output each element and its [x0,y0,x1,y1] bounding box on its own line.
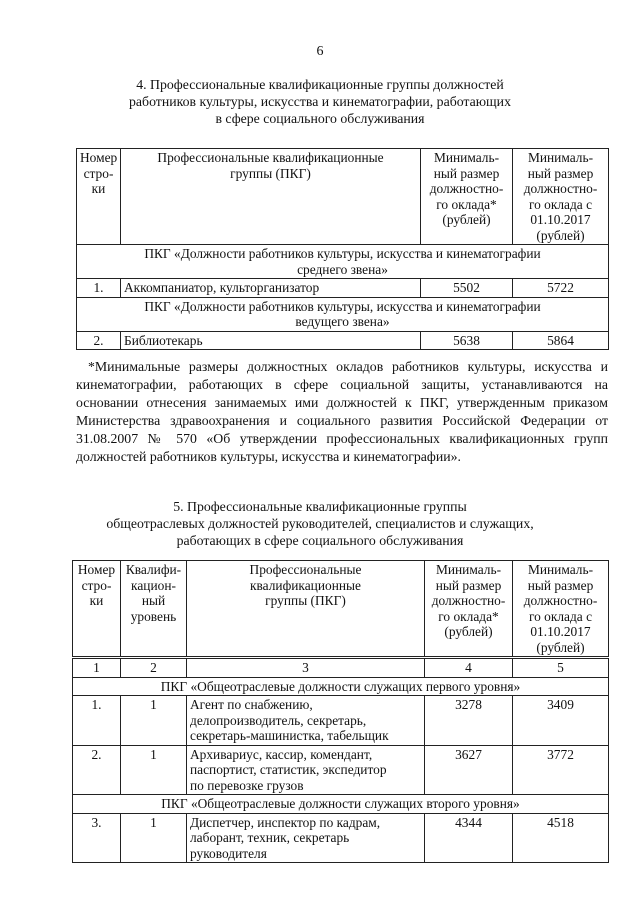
min-salary-2017: 3772 [513,745,609,795]
min-salary-2017: 5864 [513,331,609,350]
row-number: 2. [77,331,121,350]
table-row [73,696,609,746]
section4-table [76,148,609,350]
position-name: Агент по снабжению, делопроизводитель, секретарь, секретарь-машинистка, табельщик [187,696,425,746]
header-min-salary: Минималь- ный размер должностно- го оклада* (рублей) [425,561,513,658]
row-number: 2. [73,745,121,795]
group-title-row [73,795,609,814]
position-name: Архивариус, кассир, комендант, паспортист, статистик, экспедитор по перевозке грузов [187,745,425,795]
min-salary: 4344 [425,813,513,863]
group-title: ПКГ «Должности работников культуры, искусства и кинематографии ведущего звена» [77,297,609,331]
min-salary: 5502 [421,279,513,298]
table-row [73,745,609,795]
page-number: 6 [316,44,324,59]
header-row-number: Номер стро- ки [73,561,121,658]
group-title-row [77,297,609,331]
column-index: 5 [513,658,609,678]
position-name: Библиотекарь [121,331,421,350]
min-salary: 3627 [425,745,513,795]
section4-title [60,76,580,127]
column-index: 4 [425,658,513,678]
column-index: 2 [121,658,187,678]
group-title: ПКГ «Должности работников культуры, искусства и кинематографии среднего звена» [77,245,609,279]
section5-title-line: общеотраслевых должностей руководителей, специалистов и служащих, [106,516,534,531]
table-header-row [73,561,609,658]
section4-title-line: 4. Профессиональные квалификационные группы должностей [136,77,504,92]
min-salary: 5638 [421,331,513,350]
row-number: 3. [73,813,121,863]
table-row [77,331,609,350]
section5-table [72,560,609,863]
section5-title [60,498,580,549]
min-salary-2017: 4518 [513,813,609,863]
table-row [77,279,609,298]
group-title-row [73,677,609,696]
group-title-row [77,245,609,279]
section4-title-line: работников культуры, искусства и кинематографии, работающих [129,94,511,109]
qualification-level: 1 [121,813,187,863]
header-min-salary: Минималь- ный размер должностно- го оклада* (рублей) [421,149,513,245]
table-header-row [77,149,609,245]
group-title: ПКГ «Общеотраслевые должности служащих второго уровня» [73,795,609,814]
header-min-salary-2017: Минималь- ный размер должностно- го оклада с 01.10.2017 (рублей) [513,149,609,245]
footnote [76,358,608,466]
header-qualification-level: Квалифи- кацион- ный уровень [121,561,187,658]
column-index-row [73,658,609,678]
header-min-salary-2017: Минималь- ный размер должностно- го оклада с 01.10.2017 (рублей) [513,561,609,658]
header-row-number: Номер стро- ки [77,149,121,245]
header-pkg: Профессиональные квалификационные группы (ПКГ) [121,149,421,245]
position-name: Аккомпаниатор, культорганизатор [121,279,421,298]
position-name: Диспетчер, инспектор по кадрам, лаборант, техник, секретарь руководителя [187,813,425,863]
min-salary: 3278 [425,696,513,746]
qualification-level: 1 [121,745,187,795]
min-salary-2017: 3409 [513,696,609,746]
column-index: 1 [73,658,121,678]
min-salary-2017: 5722 [513,279,609,298]
qualification-level: 1 [121,696,187,746]
header-pkg: Профессиональные квалификационные группы (ПКГ) [187,561,425,658]
row-number: 1. [73,696,121,746]
group-title: ПКГ «Общеотраслевые должности служащих первого уровня» [73,677,609,696]
section5-title-line: 5. Профессиональные квалификационные группы [173,499,467,514]
section5-title-line: работающих в сфере социального обслуживания [176,533,464,548]
table-row [73,813,609,863]
column-index: 3 [187,658,425,678]
row-number: 1. [77,279,121,298]
footnote-text: *Минимальные размеры должностных окладов работников культуры, искусства и кинематографии, работающих в сфере социальной защиты, устанавливаются на основании отнесения занимаемых ими должностей к ПКГ, утвержденным приказом Министерства здравоохранения и социального развития Российской Федерации от 31.08.2007 № 570 «Об утверждении профессиональных квалификационных групп должностей работников культуры, искусства и кинематографии». [76,359,608,464]
section4-title-line: в сфере социального обслуживания [215,111,425,126]
